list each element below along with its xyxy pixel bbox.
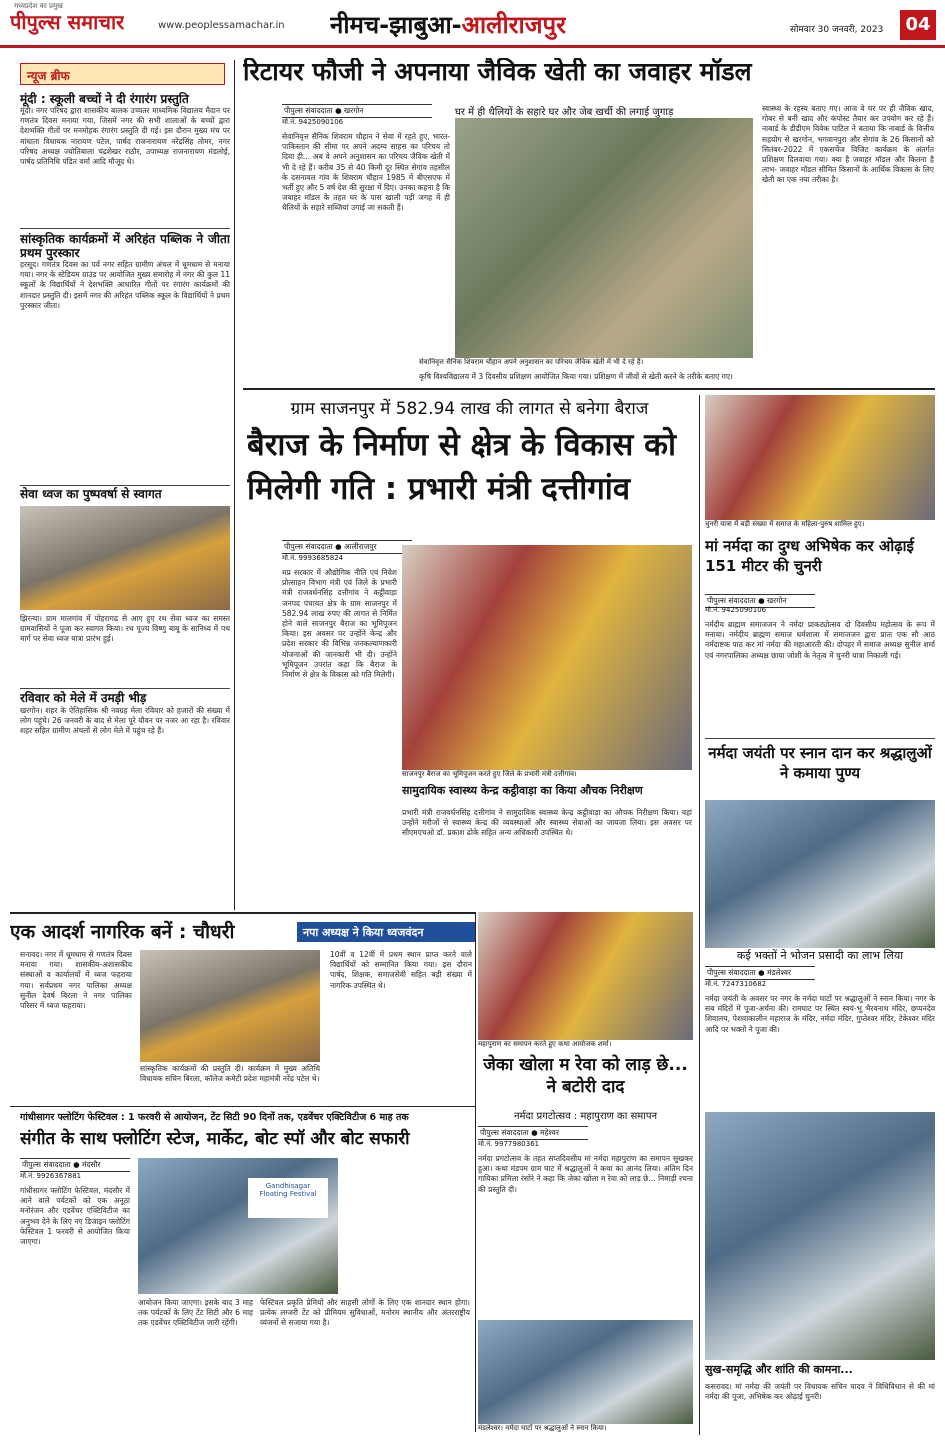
barrage-headline: बैराज के निर्माण से क्षेत्र के विकास को मिलेगी गति : प्रभारी मंत्री दत्तीगांव bbox=[247, 427, 676, 507]
kasrawad-photo bbox=[705, 1112, 935, 1360]
press-conference-photo bbox=[138, 1158, 338, 1294]
bhandara-photo bbox=[705, 800, 935, 948]
barrage-mobile: मो.नं. 9993685824 bbox=[282, 554, 344, 562]
snan-headline-box bbox=[705, 738, 935, 798]
training-caption: कृषि विश्वविद्यालय में 3 दिवसीय प्रशिक्षण आयोजित किया गया। प्रशिक्षण में जीवों से खेती करने के तरीके बताए गए। bbox=[419, 372, 733, 381]
brief-story-4-body: खरगोन। शहर के ऐतिहासिक श्री नवग्रह मेला रविवार को हजारों की संख्या में लोग पहुंचे। 26 जनवरी के बाद से मेला पूरे यौवन पर नजर आ रहा है। रविवार शहर सहित ग्रामीण अंचलों से लोग मेले में पहुंच रहे हैं। bbox=[20, 706, 230, 736]
festival-body-3: फेस्टिवल प्रकृति प्रेमियों और साहसी लोगों के लिए एक शानदार स्थान होगा। प्रत्येक लग्जरी टेंट को प्रीमियम सुविधाओं, मनोरम स्थानीय और अंतरराष्ट्रीय व्यंजनों से सजाया गया है। bbox=[260, 1298, 470, 1328]
brief-story-3-headline: सेवा ध्वज का पुष्पवर्षा से स्वागत bbox=[20, 487, 162, 501]
bhoomipujan-caption: साजनपुर बैराज का भूमिपूजन करते हुए जिले के प्रभारी मंत्री दत्तीगांव। bbox=[402, 770, 692, 782]
barrage-body: मप्र सरकार में औद्योगिक नीति एवं निवेश प्रोत्साहन विभाग मंत्री एवं जिले के प्रभारी मंत्री राजवर्धनसिंह दत्तीगांव ने कट्ठीवाड़ा जनपद पंचायत क्षेत्र के ग्राम साजनपुर में 582.94 लाख रुपए की लागत से निर्मित होने वाले साजनपुर बैराज का भूमिपूजन किया। इस अवसर पर उन्होंने केन्द्र और प्रदेश सरकार की विभिन्न जनकल्याणकारी योजनाओं की जानकारी भी दी। उन्होंने भूमिपूजन उपरांत कहा कि बैराज के निर्माण से क्षेत्र के विकास को गति मिलेगी। bbox=[282, 568, 397, 680]
masthead bbox=[0, 0, 945, 48]
jeka-body: नर्मदा प्रगटोत्सव के तहत सप्तदिवसीय मां नर्मदा महापुराण का समापन सुखकर हुआ। कथा मंडपम ग्राम घाट में श्रद्धालुओं ने कथा का आनंद लिया। अंतिम दिन गायिका प्रमिला रंसोरे ने कहा कि जेका खोला म रेवा को लाड़ छे... निमाड़ी रचना की प्रस्तुति दी। bbox=[478, 1154, 693, 1194]
farming-photo bbox=[455, 118, 753, 358]
festival-mobile: मो.नं. 9926367881 bbox=[20, 1172, 82, 1180]
barrage-headline-box bbox=[247, 423, 692, 528]
bhandara-caption: कई भक्तों ने भोजन प्रसादी का लाभ लिया bbox=[736, 949, 904, 962]
section-title-a: नीमच-झाबुआ- bbox=[330, 11, 462, 39]
news-brief-label: न्यूज ब्रीफ bbox=[20, 63, 225, 85]
mahapuran-caption: महापुराण का समापन करते हुए कथा आयोजक शर्मा। bbox=[478, 1040, 693, 1052]
health-body: प्रभारी मंत्री राजवर्धनसिंह दत्तीगांव ने सामुदायिक स्वास्थ्य केन्द्र कट्ठीवाड़ा का औचक निरीक्षण किया। वहां उन्होंने मरीजों से स्वास्थ्य केन्द्र की व्यवस्थाओं और स्वास्थ्य सेवाओं का जायजा लिया। इस अवसर पर सीएमएचओ डॉ. प्रकाश ढोके सहित अन्य अधिकारी उपस्थित थे। bbox=[402, 808, 692, 838]
jeka-headline: जेका खोला म रेवा को लाड़ छे... ने बटोरी दाद bbox=[483, 1055, 688, 1097]
website-url[interactable]: www.peoplessamachar.in bbox=[158, 20, 285, 31]
barrage-byline: पीपुल्स संवाददाता ● आलीराजपुर bbox=[282, 540, 412, 554]
snan-body: नर्मदा जयंती के अवसर पर नगर के नर्मदा घाटों पर श्रद्धालुओं ने स्नान किया। नगर के सब मंदिरों में पूजा-अर्चना की। रामघाट पर स्थित स्वयं-भू भैरवनाथ मंदिर, छप्पनदेव शिवालय, पेशवाकालीन महाराज के मंदिर, नर्मदा मंदिर, गुप्तेश्वर मंदिर, टेकेश्वर मंदिर आदि पर भक्तों ने पूजा की। bbox=[705, 994, 935, 1034]
top-story-mobile: मो.नं. 9425090106 bbox=[282, 118, 344, 126]
top-story-headline-box bbox=[243, 58, 933, 102]
rule-festival bbox=[10, 1106, 475, 1107]
jeka-mobile: मो.नं. 9977980361 bbox=[478, 1140, 540, 1148]
health-headline: सामुदायिक स्वास्थ्य केन्द्र कट्ठीवाड़ा का किया औचक निरीक्षण bbox=[402, 784, 643, 797]
snan-headline: नर्मदा जयंती पर स्नान दान कर श्रद्धालुओं ने कमाया पुण्य bbox=[708, 744, 932, 782]
barrage-kicker: ग्राम साजनपुर में 582.94 लाख की लागत से बनेगा बैराज bbox=[290, 399, 649, 419]
festival-body-2: आयोजन किया जाएगा। इसके बाद 3 माह तक पर्यटकों के लिए टेंट सिटी और 6 माह तक एडवेंचर एक्टिविटीज जारी रहेंगी। bbox=[138, 1298, 253, 1328]
bhoomipujan-photo bbox=[402, 545, 692, 770]
brief-story-4 bbox=[20, 688, 230, 906]
section-title-b: आलीराजपुर bbox=[461, 11, 566, 39]
ghat-caption: मंडलेश्वर। नर्मदा घाटों पर श्रद्धालुओं ने स्नान किया। bbox=[478, 1424, 693, 1436]
chunri-photo-caption: चुनरी यात्रा में बड़ी संख्या में समाज के महिला-पुरुष शामिल हुए। bbox=[705, 520, 935, 532]
newspaper-logo: पीपुल्स समाचार bbox=[10, 10, 125, 34]
tagline: मध्यप्रदेश का प्रमुख bbox=[14, 2, 63, 10]
chunri-headline-box bbox=[705, 536, 935, 592]
chunri-byline: पीपुल्स संवाददाता ● खरगोन bbox=[705, 594, 815, 608]
mahapuran-photo bbox=[478, 912, 693, 1040]
rule-top-story bbox=[243, 388, 935, 390]
jeka-headline-box bbox=[478, 1054, 693, 1106]
festival-kicker: गांधीसागर फ्लोटिंग फेस्टिवल : 1 फरवरी से आयोजन, टेंट सिटी 90 दिनों तक, एडवेंचर एक्टिविटीज 6 माह तक bbox=[20, 1112, 409, 1123]
brief-story-3-title bbox=[20, 485, 230, 503]
farming-photo-caption: सेवानिवृत्त सैनिक शिवराम चौहान अपने अनुशासन का परिचय जैविक खेती में भी दे रहे हैं। bbox=[419, 358, 755, 370]
festival-byline: पीपुल्स संवाददाता ● मंदसौर bbox=[20, 1158, 130, 1172]
festival-banner: Gandhisagar Floating Festival bbox=[248, 1178, 328, 1218]
jeka-byline: पीपुल्स संवाददाता ● महेश्वर bbox=[478, 1126, 588, 1140]
top-story-body-1: सेवानिवृत्त सैनिक शिवराम चौहान ने सेवा में रहते हुए, भारत-पाकिस्तान की सीमा पर अपने अदम्य साहस का परिचय तो दिया ही... अब वे अपने अनुशासन का परिचय जैविक खेती में भी दे रहे हैं। करीब 35 से 40 किमी दूर स्थित सेगांव तहसील के दसनावल गांव के शिवराम चौहान 1985 में बीएसएफ में भर्ती हुए और 5 वर्ष देश की सुरक्षा में दिए। उनका कहना है कि जवाहर मॉडल के तहत घर के पास खाली पड़ी जगह में ही थैलियों के सहारे सब्जियां उगाई जा सकती हैं। bbox=[282, 132, 450, 213]
chunri-headline: मां नर्मदा का दुग्ध अभिषेक कर ओढ़ाई 151 मीटर की चुनरी bbox=[705, 537, 914, 575]
flag-hoisting-photo bbox=[140, 950, 320, 1062]
brief-story-4-headline: रविवार को मेले में उमड़ी भीड़ bbox=[20, 691, 147, 705]
brief-story-1-body: मूंदी। नगर परिषद द्वारा शासकीय बालक उच्चतर माध्यमिक विद्यालय मैदान पर गणतंत्र दिवस मनाया गया, जिसमें नगर की सभी शालाओं के बच्चों द्वारा देशभक्ति गीतों पर मनमोहक रंगारंग प्रस्तुति दी गई। इस दौरान मुख्य मंच पर मांधाता विधायक नारायण पटेल, पार्षद राजनारायण नरेंद्रसिंह तोमर, नगर परिषद अध्यक्ष ज्योतिबाला चंद्रशेखर राठौर, उपाध्यक्ष राजनारायण मंडलोई, पार्षद प्रतिनिधि पंडित वर्मा आदि मौजूद थे। bbox=[20, 106, 230, 167]
column-divider bbox=[234, 60, 235, 910]
issue-date: सोमवार 30 जनवरी, 2023 bbox=[790, 25, 884, 35]
kasrawad-caption: सुख-समृद्धि और शांति की कामना... bbox=[705, 1363, 853, 1376]
seva-dhwaj-photo bbox=[20, 506, 230, 610]
festival-headline: संगीत के साथ फ्लोटिंग स्टेज, मार्केट, बोट स्पॉ और बोट सफारी bbox=[20, 1129, 410, 1149]
column-divider-lower bbox=[475, 912, 476, 1432]
citizen-tag: नपा अध्यक्ष ने किया ध्वजवंदन bbox=[297, 922, 475, 942]
section-title bbox=[330, 8, 566, 41]
brief-story-2 bbox=[20, 228, 230, 380]
top-story-headline: रिटायर फौजी ने अपनाया जैविक खेती का जवाहर मॉडल bbox=[243, 58, 752, 86]
page-number: 04 bbox=[900, 10, 936, 40]
brief-story-2-body: हरसूद। गणतंत्र दिवस का पर्व नगर सहित ग्रामीण अंचल में धूमधाम से मनाया गया। नगर के स्टेडियम ग्राउंड पर आयोजित मुख्य समारोह में नगर की कुल 11 स्कूलों के विद्यार्थियों ने देशभक्ति आधारित गीतों पर रंगारंग कार्यक्रमों की शानदार प्रस्तुति दी। इसमें नगर की अरिहंत पब्लिक स्कूल के विद्यार्थियों ने प्रथम पुरस्कार जीता। bbox=[20, 260, 230, 310]
chunri-body: नर्मदीय ब्राह्मण समाजजन ने नर्मदा प्राकट्योत्सव दो दिवसीय महोत्सव के रूप में मनाया। नर्मदीय ब्राह्मण समाज धर्मशाला में समाजजन द्वारा प्रातः एक सौ आठ नर्मदाष्टक पाठ कर मां नर्मदा की महाआरती की। दोपहर में समाज अध्यक्ष सुनील शर्मा एवं नगरपालिका अध्यक्ष छाया जोशी के नेतृत्व में चुनरी यात्रा निकाली गई। bbox=[705, 620, 935, 660]
ghat-photo bbox=[478, 1320, 693, 1424]
chunri-yatra-photo bbox=[705, 395, 935, 520]
brief-story-3-body: झिरन्या। ग्राम मालगांव में पोहरागढ़ से आए हुए रथ सेवा ध्वज का समस्त ग्रामवासियों ने पूजा कर स्वागत किया। रथ पूज्य विष्णु बाबू के सानिध्य में पथ मार्ग पर सेवा ध्वज यात्रा प्रारंभ हुई। bbox=[20, 614, 230, 644]
jeka-subhead: नर्मदा प्रगटोत्सव : महापुराण का समापन bbox=[513, 1111, 658, 1122]
right-column-divider bbox=[699, 395, 700, 1435]
chunri-mobile: मो.नं. 9425090106 bbox=[705, 606, 767, 614]
citizen-body-1: सनावद। नगर में धूमधाम से गणतंत्र दिवस मनाया गया। शासकीय-अशासकीय संस्थाओं व कार्यालयों में ध्वज फहराया गया। सर्वप्रथम नगर पालिका अध्यक्ष सुनील देवर्ष बिरला ने नगर पालिका परिसर में ध्वज फहराया। bbox=[20, 950, 132, 1011]
snan-mobile: मो.नं. 7247310682 bbox=[705, 980, 767, 988]
top-story-byline: पीपुल्स संवाददाता ● खरगोन bbox=[282, 104, 432, 118]
brief-story-1-headline: मूंदी : स्कूली बच्चों ने दी रंगारंग प्रस्तुति bbox=[20, 92, 189, 106]
kasrawad-body: कसरावद। मां नर्मदा की जयंती पर विधायक सचिन यादव ने विधिविधान से की मां नर्मदा की पूजा, अभिषेक कर ओढ़ाई चुनरी। bbox=[705, 1382, 935, 1402]
brief-story-2-headline: सांस्कृतिक कार्यक्रमों में अरिहंत पब्लिक ने जीता प्रथम पुरस्कार bbox=[20, 232, 230, 260]
top-story-body-2: स्वास्थ्य के रहस्य बताए गए। आज वे घर पर ही जैविक खाद, गोबर से बनी खाद और कंपोस्ट तैयार कर उपयोग कर रहे हैं। नाबार्ड के डीडीएम विवेक पाटिल ने बताया कि नाबार्ड के वित्तीय सहयोग से खरगोन, भगवानपुरा और सेगांव के 26 किसानों को सितंबर-2022 में एकसचेंज विजिट कार्यक्रम के अंतर्गत प्रशिक्षण दिलवाया गया। क्या है जवाहर मॉडल और कितना है लाभ- जवाहर मॉडल सीमित किसानों के आर्थिक विकास के लिए खेती का एक नया तरीका है। bbox=[762, 104, 934, 185]
citizen-body-2: सांस्कृतिक कार्यक्रमों की प्रस्तुति दी। कार्यक्रम में मुख्य अतिथि विधायक सचिन बिरला, कॉलेज कमेटी प्रदेश महामंत्री नरेंद्र पटेल थे। bbox=[140, 1064, 320, 1084]
citizen-body-3: 10वीं व 12वीं में प्रथम स्थान प्राप्त करने वाले विद्यार्थियों को सम्मानित किया गया। इस दौरान पार्षद, शिक्षक, समाजसेवी सहित बड़ी संख्या में नागरिक उपस्थित थे। bbox=[330, 950, 472, 990]
brief-story-1 bbox=[20, 92, 230, 224]
festival-body-1: गांधीसागर फ्लोटिंग फेस्टिवल, मंदसौर में आने वाले पर्यटकों को एक अनूठा मनोरंजन और एडवेंचर एक्टिविटीज का अनुभव देने के लिए नए डिजाइन फ्लोटिंग फेस्टिवल 1 फरवरी से आयोजित किया जाएगा। bbox=[20, 1186, 130, 1247]
rule-citizen bbox=[10, 912, 475, 914]
top-story-subhead: घर में ही थैलियों के सहारे घर और जेब खर्ची की लगाई जुगाड़ bbox=[455, 107, 674, 118]
citizen-headline: एक आदर्श नागरिक बनें : चौधरी bbox=[10, 921, 235, 943]
snan-byline: पीपुल्स संवाददाता ● मंडलेश्वर bbox=[705, 966, 815, 980]
